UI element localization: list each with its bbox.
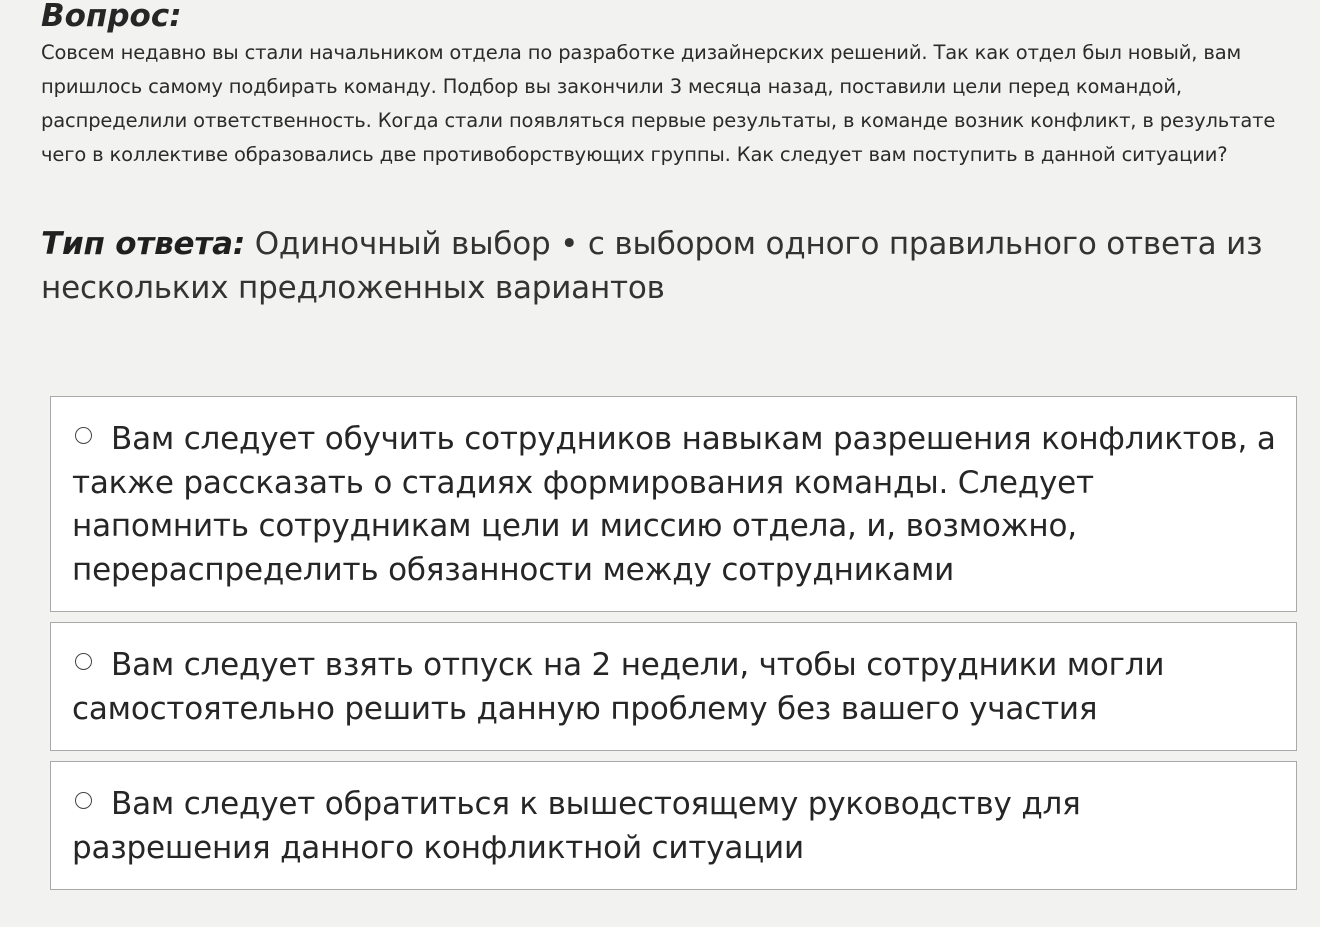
answer-option-3-text: Вам следует обратиться к вышестоящему руководству для разрешения данного конфликтной ситуации — [72, 786, 1081, 866]
answer-option-3[interactable] — [50, 761, 1297, 890]
answer-type-label: Тип ответа: — [41, 226, 246, 262]
answer-option-1-text: Вам следует обучить сотрудников навыкам разрешения конфликтов, а также рассказать о стадиях формирования команды. Следует напомнить сотрудникам цели и миссию отдела, и, возможно, перераспределить обязанности между сотрудниками — [72, 421, 1276, 588]
question-text: Совсем недавно вы стали начальником отдела по разработке дизайнерских решений. Так как отдел был новый, вам пришлось самому подбирать команду. Подбор вы закончили 3 месяца назад, поставили цели перед командой, распределили ответственность. Когда стали появляться первые результаты, в команде возник конфликт, в результате чего в коллективе образовались две противоборствующих группы. Как следует вам поступить в данной ситуации? — [41, 41, 1276, 166]
answer-type — [41, 222, 1301, 310]
radio-button-icon[interactable] — [75, 653, 92, 670]
answer-options — [50, 396, 1297, 900]
answer-type-value: Одиночный выбор • с выбором одного правильного ответа из нескольких предложенных вариантов — [41, 226, 1263, 306]
radio-button-icon[interactable] — [75, 427, 92, 444]
answer-option-2-text: Вам следует взять отпуск на 2 недели, чтобы сотрудники могли самостоятельно решить данную проблему без вашего участия — [72, 647, 1165, 727]
radio-button-icon[interactable] — [75, 792, 92, 809]
answer-option-2[interactable] — [50, 622, 1297, 751]
answer-option-1[interactable] — [50, 396, 1297, 612]
question-heading: Вопрос: — [41, 0, 182, 34]
